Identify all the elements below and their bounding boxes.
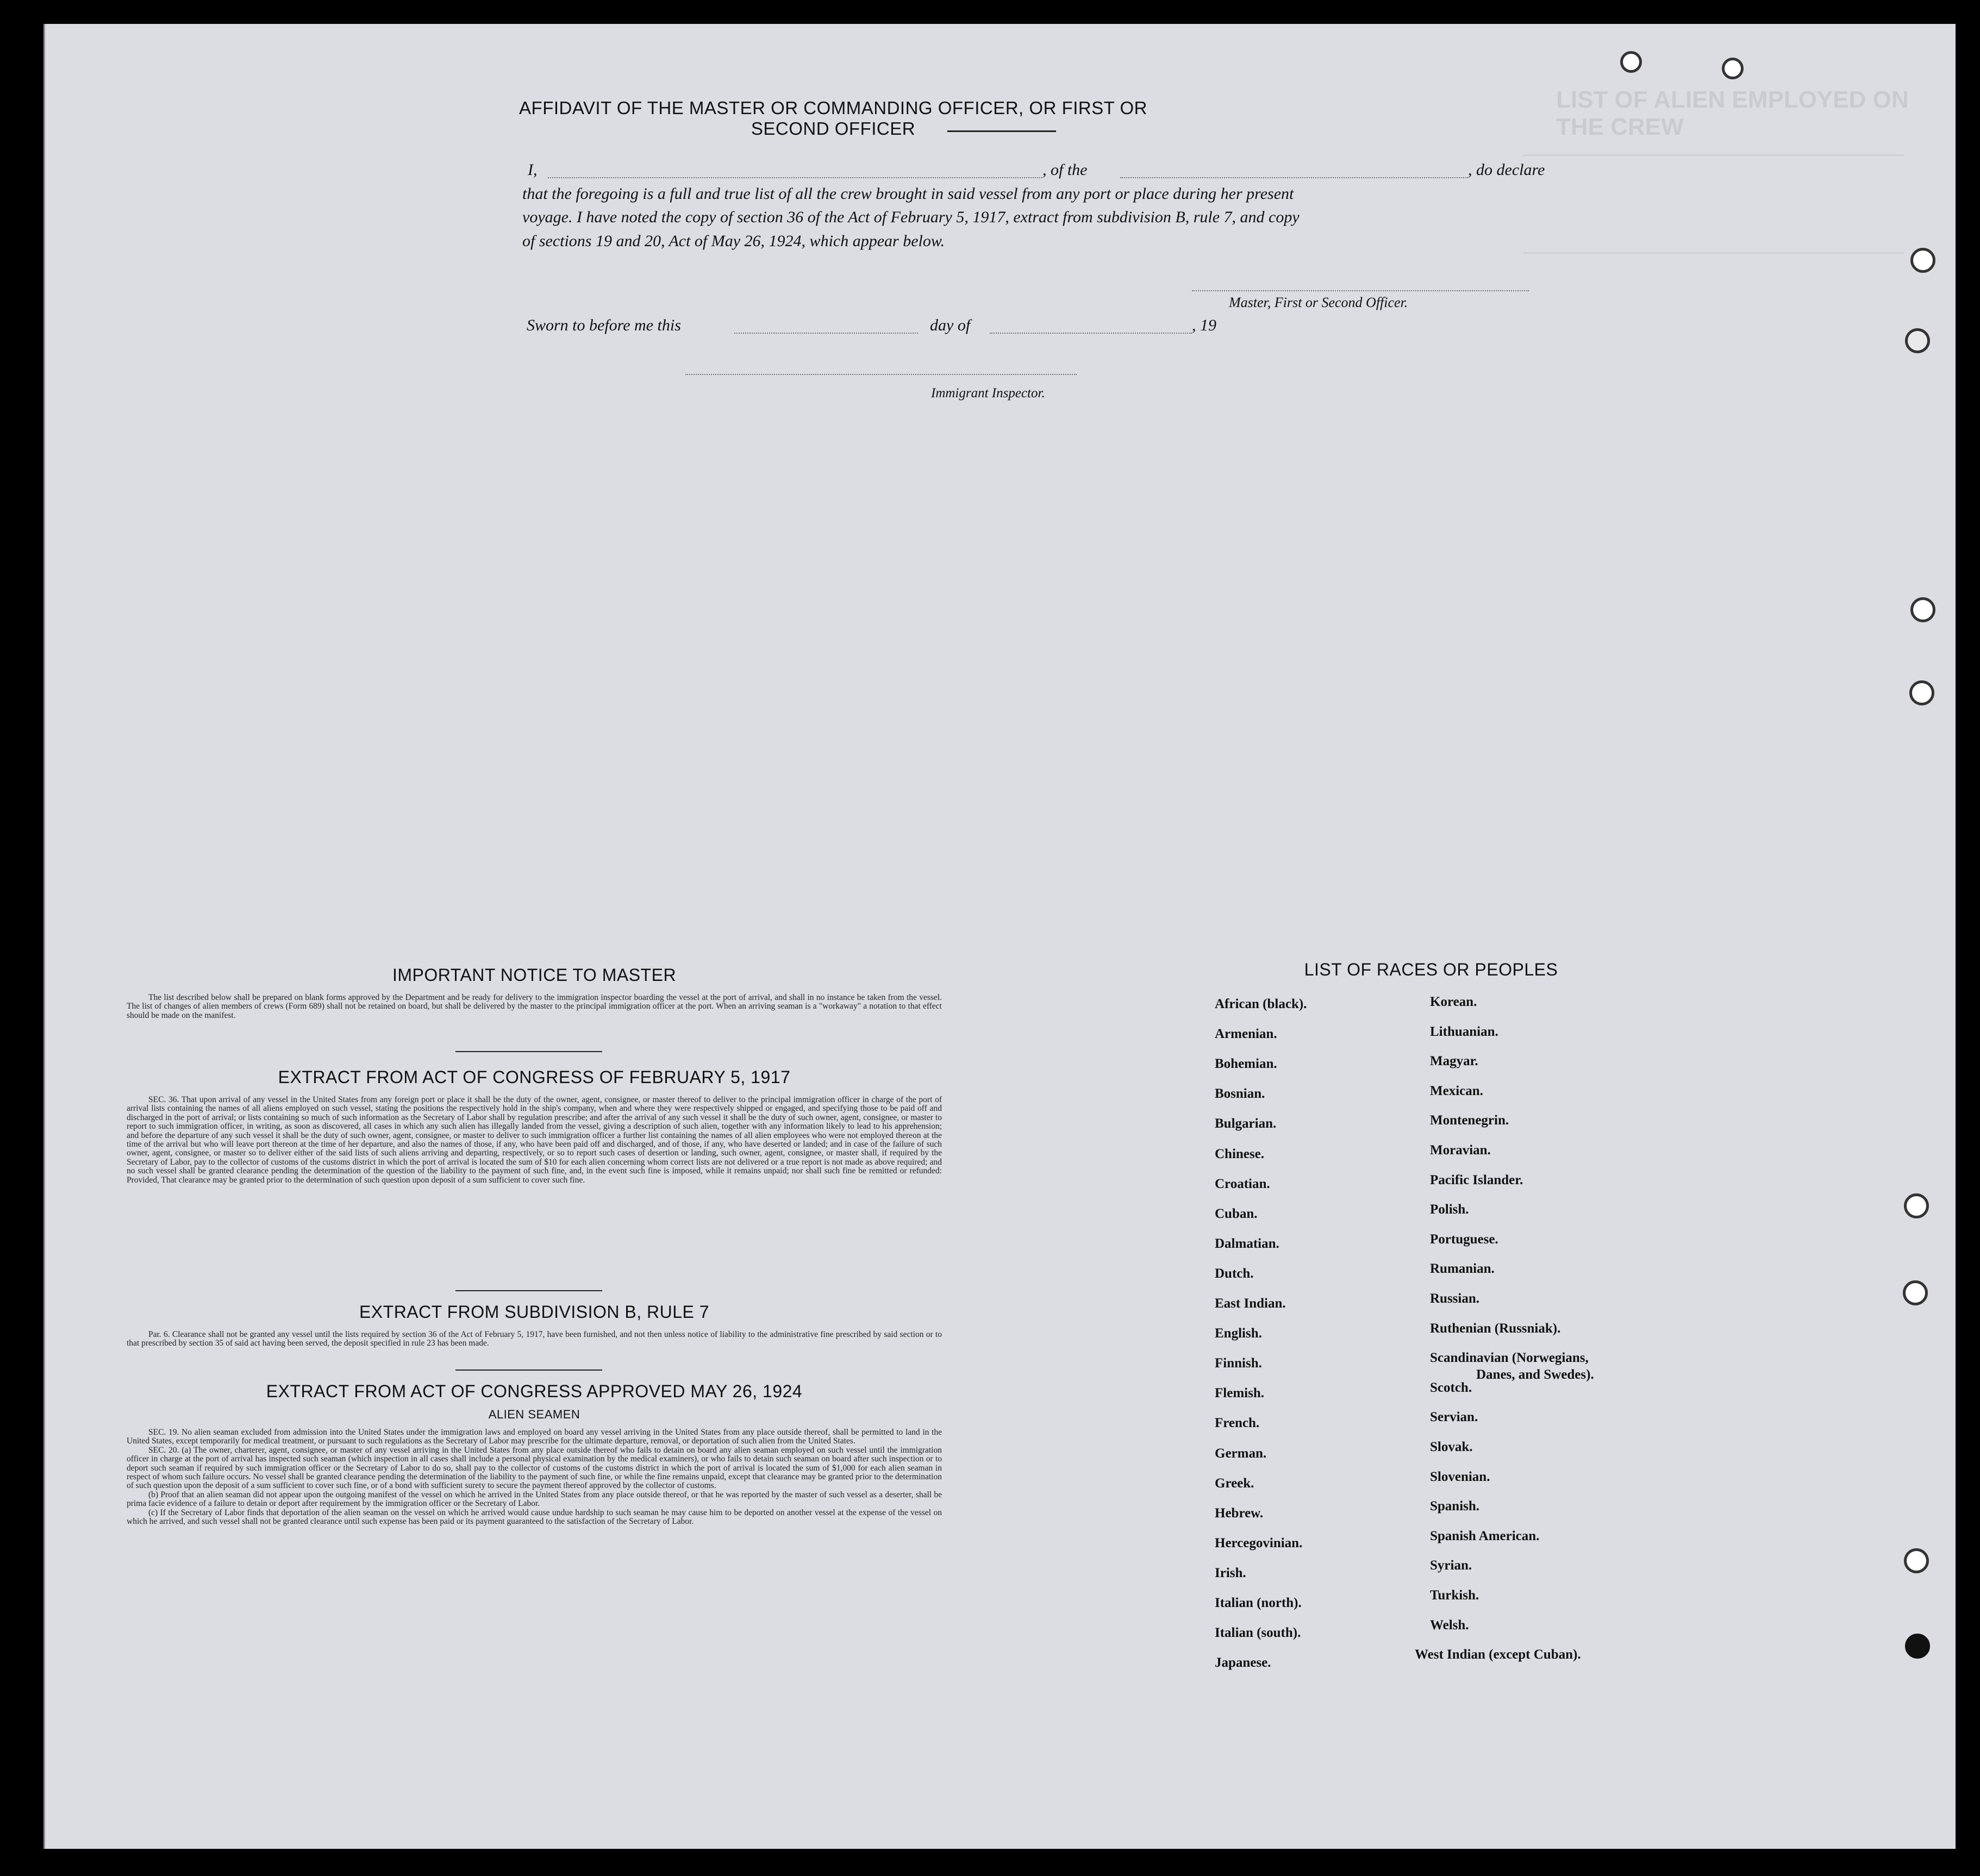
punch-hole (1620, 51, 1642, 73)
inspector-label: Immigrant Inspector. (931, 386, 1045, 401)
document-page (43, 24, 1956, 1849)
extract-1917-title: EXTRACT FROM ACT OF CONGRESS OF FEBRUARY 5, 1917 (278, 1067, 791, 1087)
punch-hole (1903, 1280, 1928, 1305)
affidavit-body-line3: of sections 19 and 20, Act of May 26, 1924, which appear below. (522, 232, 945, 250)
divider-rule (455, 1290, 602, 1291)
race-item: Ruthenian (Russniak). (1430, 1321, 1561, 1336)
title-rule (947, 130, 1056, 132)
race-item: Montenegrin. (1430, 1113, 1509, 1128)
race-item-continuation: Danes, and Swedes). (1476, 1367, 1594, 1382)
race-item: French. (1215, 1416, 1260, 1431)
race-item: Syrian. (1430, 1558, 1472, 1573)
inspector-signature-line (685, 374, 1077, 375)
affidavit-body-line1: that the foregoing is a full and true list of all the crew brought in said vessel from any port or place during her present (522, 185, 1294, 203)
race-item: Italian (north). (1215, 1596, 1302, 1610)
race-item: Chinese. (1215, 1146, 1264, 1161)
sworn-label: Sworn to before me this (527, 316, 681, 334)
race-item: Croatian. (1215, 1176, 1270, 1191)
race-item: Italian (south). (1215, 1625, 1301, 1641)
race-item: Cuban. (1215, 1206, 1258, 1221)
race-item: Dalmatian. (1215, 1236, 1279, 1251)
affidavit-body-line2: voyage. I have noted the copy of section 36 of the Act of February 5, 1917, extract from subdivision B, rule 7, and copy (522, 208, 1300, 226)
race-item: Greek. (1215, 1475, 1254, 1491)
section-20b-text: (b) Proof that an alien seaman did not appear upon the outgoing manifest of the vessel on which he arrived in the United States from any place outside thereof, or that he was reported by the master of such vessel as a deserter, shall be prima facie evidence of a failure to detain or deport after requirement by the immigration officer or the Secretary of Labor. (127, 1490, 942, 1509)
race-item: German. (1215, 1446, 1267, 1461)
race-item: Moravian. (1430, 1143, 1491, 1158)
race-item: Polish. (1430, 1202, 1469, 1217)
race-item: Mexican. (1430, 1083, 1483, 1098)
punch-hole (1910, 248, 1935, 273)
rule7-text: Par. 6. Clearance shall not be granted any vessel until the lists required by section 36 of the Act of February 5, 1917, have been furnished, and not then unless notice of liability to the administrative fine prescribed by said section or to that prescribed by section 35 of said act having been served, the deposit specified in rule 23 has been made. (127, 1330, 942, 1348)
sworn-day-blank (734, 333, 918, 334)
race-item: Slovenian. (1430, 1469, 1490, 1484)
bleed-through-line (1523, 154, 1904, 156)
divider-rule (455, 1051, 602, 1052)
race-item: Hebrew. (1215, 1505, 1264, 1521)
race-item: Scotch. (1430, 1380, 1472, 1395)
notice-title: IMPORTANT NOTICE TO MASTER (392, 965, 677, 985)
sworn-month-blank (990, 333, 1192, 334)
race-item: Irish. (1215, 1565, 1246, 1580)
race-item: Spanish American. (1430, 1528, 1540, 1543)
affidavit-i-label: I, (528, 161, 538, 179)
race-item: Portuguese. (1430, 1231, 1498, 1247)
race-item: Korean. (1430, 995, 1477, 1009)
race-item: Bohemian. (1215, 1056, 1277, 1072)
race-item: Magyar. (1430, 1054, 1478, 1069)
year-label: , 19 (1192, 316, 1216, 334)
name-blank (548, 177, 1042, 178)
race-item: Servian. (1430, 1410, 1478, 1425)
divider-rule (455, 1370, 602, 1371)
section-19-text: SEC. 19. No alien seaman excluded from admission into the United States under the immigration laws and employed on board any vessel arriving in the United States from any place outside thereof, shall be permitted to land in the United States, except temporarily for medical treatment, or pursuant to such regulations as the Secretary of Labor may prescribe for the ultimate departure, removal, or deportation of such alien from the United States. (127, 1428, 942, 1446)
race-item: Lithuanian. (1430, 1024, 1498, 1039)
race-item: Turkish. (1430, 1588, 1479, 1603)
race-item: Dutch. (1215, 1266, 1254, 1281)
race-item: Slovak. (1430, 1440, 1473, 1454)
affidavit-do-declare: , do declare (1468, 161, 1545, 179)
punch-hole (1905, 1634, 1930, 1659)
bleed-through-line (1523, 252, 1904, 254)
race-item: Bosnian. (1215, 1086, 1265, 1102)
rule7-title: EXTRACT FROM SUBDIVISION B, RULE 7 (359, 1302, 710, 1322)
section-20c-text: (c) If the Secretary of Labor finds that deportation of the alien seaman on the vessel on which he arrived would cause undue hardship to such seaman he may cause him to be deported on another vessel at the expense of the vessel on which he arrived, and such vessel shall not be granted clearance until such expense has been paid or its payment guaranteed to the satisfaction of the Secretary of Labor. (127, 1508, 942, 1527)
race-item: Bulgarian. (1215, 1116, 1277, 1131)
race-item: Japanese. (1215, 1655, 1271, 1671)
extract-1917-text: SEC. 36. That upon arrival of any vessel in the United States from any foreign port or place it shall be the duty of the owner, agent, consignee, or master thereof to deliver to the principal immigration officer in charge of the port of arrival lists containing the names of all aliens employed on such vessel, stating the positions the respectively hold in the ship's company, when and where they were respectively shipped or engaged, and specifying those to be paid off and discharged in the port of arrival; or lists containing so much of such information as the Secretary of Labor shall by regulation prescribe; and after the arrival of any such vessel it shall be the duty of such owner, agent, consignee, or master to report to such immigration officer, in writing, as soon as discovered, all cases in which any such alien has illegally landed from the vessel, giving a description of such alien, together with any information likely to lead to his apprehension; and before the departure of any such vessel it shall be the duty of such owner, agent, consignee, or master to deliver to such immigration officer a further list containing the names of all alien employees who were not employed thereon at the time of the arrival but who will leave port thereon at the time of her departure, and also the names of those, if any, who have been paid off and discharged, and of those, if any, who have deserted or landed; and in case of the failure of such owner, agent, consignee, or master so to deliver either of the said lists of such aliens arriving and departing, respectively, or so to report such cases of desertion or landing, such owner, agent, consignee, or master shall, if required by the Secretary of Labor, pay to the collector of customs of the customs district in which the port of arrival is located the sum of $10 for each alien concerning whom correct lists are not delivered or a true report is not made as above required; and no such vessel shall be granted clearance pending the determination of the question of the liability to the payment of such fine, and, in the event such fine is imposed, while it remains unpaid; nor shall such fine be remitted or refunded: Provided, That clearance may be granted prior to the determination of such question upon deposit of a sum sufficient to cover such fine. (127, 1095, 942, 1185)
master-signature-label: Master, First or Second Officer. (1229, 295, 1408, 310)
punch-hole (1904, 1548, 1929, 1573)
section-20a-text: SEC. 20. (a) The owner, charterer, agent, consignee, or master of any vessel arriving in the United States from any place outside thereof who fails to detain on board any alien seaman employed on such vessel until the immigration officer in charge at the port of arrival has inspected such seaman (which inspection in all cases shall include a personal physical examination by the medical examiners), or who fails to detain such seaman on board after such inspection or to deport such seaman if required by such immigration officer or the Secretary of Labor to do so, shall pay to the collector of customs of the customs district in which the port of arrival is located the sum of $1,000 for each alien seaman in respect of whom such failure occurs. No vessel shall be granted clearance pending the determination of the liability to the payment of such fine, or while the fine remains unpaid, except that clearance may be granted prior to the determination of such question upon the deposit of a sum sufficient to cover such fine, or of a bond with sufficient surety to secure the payment thereof approved by the collector of customs. (127, 1445, 942, 1491)
punch-hole (1905, 328, 1930, 353)
race-item: Scandinavian (Norwegians, (1430, 1350, 1589, 1366)
notice-text: The list described below shall be prepared on blank forms approved by the Department and be ready for delivery to the immigration inspector boarding the vessel at the port of arrival, and shall in no instance be taken from the vessel. The list of changes of alien members of crews (Form 689) shall not be retained on board, but shall be delivered by the master to the principal immigration officer at the port. When an arriving seaman is a "workaway" a notation to that effect should be made on the manifest. (127, 993, 942, 1020)
race-item: African (black). (1215, 997, 1307, 1011)
affidavit-title: AFFIDAVIT OF THE MASTER OR COMMANDING OFFICER, OR FIRST OR SECOND OFFICER (519, 98, 1147, 139)
punch-hole (1909, 680, 1934, 705)
race-item: Armenian. (1215, 1027, 1277, 1042)
race-item: Finnish. (1215, 1356, 1262, 1371)
extract-1924-title: EXTRACT FROM ACT OF CONGRESS APPROVED MAY 26, 1924 (266, 1381, 803, 1401)
race-item: Rumanian. (1430, 1261, 1495, 1277)
race-item: Welsh. (1430, 1617, 1469, 1633)
race-item: West Indian (except Cuban). (1415, 1647, 1581, 1662)
bleed-through-heading: LIST OF ALIEN EMPLOYED ON THE CREW (1556, 86, 1909, 140)
race-item: Pacific Islander. (1430, 1172, 1523, 1187)
punch-hole (1722, 58, 1744, 79)
extract-1924-subtitle: ALIEN SEAMEN (488, 1408, 580, 1421)
race-item: English. (1215, 1326, 1262, 1341)
race-item: Hercegovinian. (1215, 1535, 1303, 1550)
vessel-blank (1120, 177, 1468, 178)
extract-1924-text (127, 1428, 942, 1526)
affidavit-of-the: , of the (1042, 161, 1088, 179)
race-item: Spanish. (1430, 1499, 1480, 1514)
races-title: LIST OF RACES OR PEOPLES (1304, 960, 1558, 979)
punch-hole (1910, 597, 1935, 622)
punch-hole (1904, 1193, 1929, 1218)
master-signature-line (1192, 290, 1529, 291)
day-of-label: day of (930, 316, 971, 334)
race-item: Flemish. (1215, 1386, 1264, 1401)
race-item: Russian. (1430, 1291, 1480, 1306)
race-item: East Indian. (1215, 1296, 1286, 1311)
